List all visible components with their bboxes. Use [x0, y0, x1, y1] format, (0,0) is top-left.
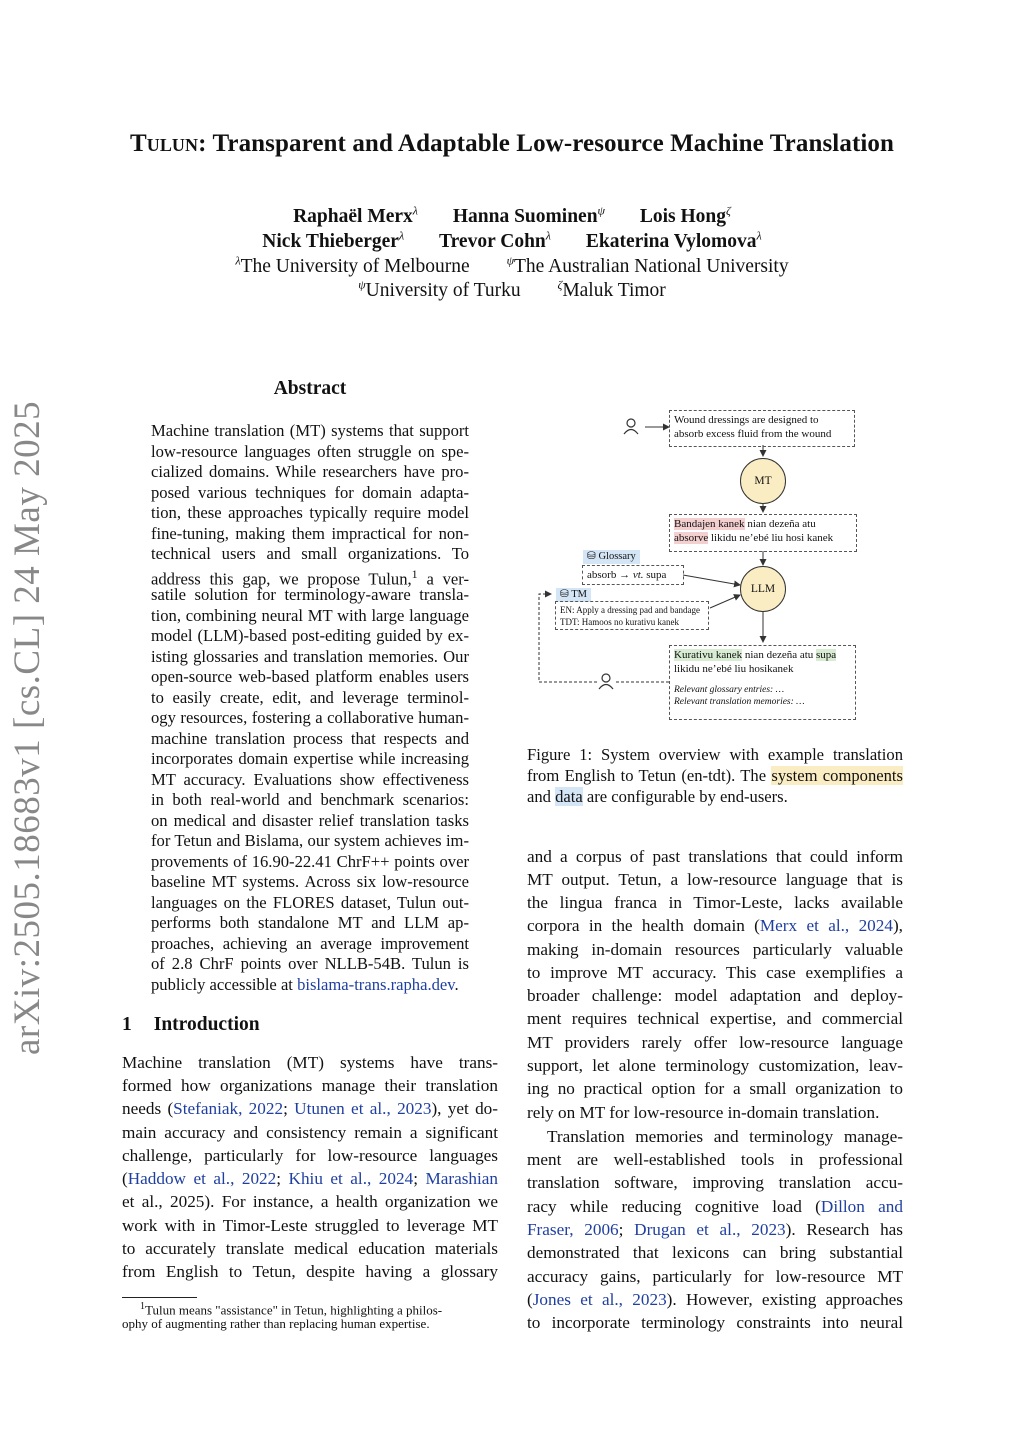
- project-url-link[interactable]: bislama-trans.rapha.dev: [297, 975, 455, 994]
- abstract-line: languages on the FLORES dataset, Tulun out-: [151, 893, 469, 912]
- body-line: to accurately translate medical education materials: [122, 1239, 498, 1258]
- body-line: making in-domain resources particularly valuable: [527, 940, 903, 959]
- caption-text: from English to Tetun (en-tdt). The: [527, 766, 772, 785]
- final-output-text: nian dezeña atu: [742, 649, 817, 661]
- citation-link[interactable]: Jones et al., 2023: [532, 1290, 667, 1309]
- affiliation: [235, 253, 470, 277]
- affiliation: [506, 253, 789, 277]
- author-row-2: [0, 228, 1024, 253]
- abstract-heading: Abstract: [273, 378, 347, 399]
- mt-component: MT: [740, 458, 786, 504]
- affiliation-row-2: [0, 277, 1024, 302]
- affiliation-row-1: [0, 253, 1024, 278]
- tm-label: TM: [571, 589, 587, 600]
- body-line: ment are well-established tools in professional: [527, 1150, 903, 1169]
- affiliation-name: University of Turku: [365, 279, 521, 301]
- abstract-line: to easily create, edit, and leverage terminol-: [151, 688, 469, 707]
- abstract-line: proaches, achieving an average improvement: [151, 934, 469, 953]
- body-line: translation software, improving translation accu-: [527, 1173, 903, 1192]
- mt-output-line: [674, 531, 852, 545]
- system-name: Tulun: [129, 130, 199, 157]
- affiliation-mark: ψ: [506, 253, 515, 267]
- body-line: the lingua franca in Timor-Leste, lacks available: [527, 893, 903, 912]
- abstract-line: satile solution for terminology-aware transla-: [151, 585, 469, 604]
- arxiv-stamp: arXiv:2505.18683v1 [cs.CL] 24 May 2025: [7, 400, 48, 1055]
- final-output-line: [674, 648, 851, 662]
- citation-link[interactable]: Marashian: [425, 1169, 499, 1188]
- body-line: ment requires technical expertise, and commercial: [527, 1009, 903, 1028]
- mistranslated-term: absorve: [674, 532, 709, 544]
- caption-highlight-data: data: [555, 787, 583, 806]
- glossary-label: Glossary: [598, 551, 636, 562]
- body-line: to improve MT accuracy. This case exemplifies a: [527, 963, 903, 982]
- abstract-line: model (LLM)-based post-editing guided by ex-: [151, 626, 469, 645]
- footnote-mark[interactable]: 1: [411, 567, 418, 581]
- body-line: MT providers rarely offer low-resource language: [527, 1033, 903, 1052]
- citation-link[interactable]: Haddow et al., 2022: [127, 1169, 277, 1188]
- corrected-term: Kurativu kanek: [674, 649, 743, 661]
- glossary-tag: [583, 550, 640, 564]
- body-line: (Haddow et al., 2022; Khiu et al., 2024; Marashian: [122, 1169, 499, 1188]
- abstract-line: of 2.8 ChrF points over NLLB-54B. Tulun is: [151, 954, 469, 973]
- citation-link[interactable]: Khiu et al., 2024: [288, 1169, 414, 1188]
- abstract-line: on medical and disaster relief translation tasks: [151, 811, 469, 830]
- body-line: formed how organizations manage their translation: [122, 1076, 498, 1095]
- affiliation-mark: λ: [398, 228, 405, 242]
- abstract-line: fine-tuning, making them impractical for non-: [151, 524, 469, 543]
- tm-entry-line: TDT: Hamoos no kurativu kanek: [560, 617, 680, 627]
- citation-link[interactable]: Drugan et al., 2023: [634, 1220, 786, 1239]
- abstract-line: for Tetun and Bislama, our system achieves im-: [151, 831, 469, 850]
- author-name: Hanna Suominen: [452, 205, 598, 227]
- author-name: Ekaterina Vylomova: [585, 230, 757, 252]
- body-text: (: [122, 1169, 128, 1188]
- database-icon: ⛁: [587, 551, 596, 562]
- user-icon: [599, 674, 613, 689]
- abstract-line: tion, combining neural MT with large language: [151, 606, 469, 625]
- abstract-line: posed various techniques for domain adapta-: [151, 483, 469, 502]
- affiliation-mark: ψ: [358, 277, 366, 291]
- title-rest: : Transparent and Adaptable Low-resource Machine Translation: [198, 130, 895, 157]
- abstract-line-text: publicly accessible at: [151, 975, 298, 994]
- body-text: needs (: [122, 1099, 174, 1118]
- body-line: demonstrated that lexicons can bring substantial: [527, 1243, 903, 1262]
- affiliation: [557, 277, 666, 301]
- abstract-line: [151, 974, 469, 995]
- body-text: ), yet do-: [431, 1099, 498, 1118]
- body-line: [527, 1195, 903, 1219]
- glossary-entry-text: absorb →: [587, 569, 633, 581]
- source-text-line: absorb excess fluid from the wound: [674, 428, 832, 440]
- affiliation-mark: λ: [545, 228, 551, 242]
- affiliation-name: Maluk Timor: [562, 279, 666, 301]
- author-name: Trevor Cohn: [439, 230, 546, 252]
- caption-text: are configurable by end-users.: [582, 787, 788, 806]
- abstract-line: isting glossaries and translation memories. Our: [151, 647, 469, 666]
- body-line: main accuracy and consistency remain a significant: [122, 1123, 498, 1142]
- body-text: corpora in the health domain (: [527, 916, 760, 935]
- abstract-line-text: .: [454, 975, 459, 994]
- source-text-line: Wound dressings are designed to: [674, 414, 819, 426]
- abstract-line: in both real-world and benchmark scenarios:: [151, 790, 469, 809]
- author: [585, 228, 762, 252]
- body-line: ing no practical option for a small organization to: [527, 1079, 903, 1098]
- affiliation: [358, 277, 521, 301]
- body-line: Machine translation (MT) systems have trans-: [122, 1053, 498, 1072]
- section-number: 1: [122, 1014, 132, 1035]
- body-line: broader challenge: model adaptation and deploy-: [527, 986, 903, 1005]
- affiliation-mark: λ: [756, 228, 762, 242]
- body-text: ). However, existing approaches: [666, 1290, 903, 1309]
- abstract-line: tion, these approaches typically require model: [151, 503, 469, 522]
- citation-link[interactable]: Dillon and: [820, 1197, 903, 1216]
- body-line: Translation memories and terminology manage-: [547, 1127, 903, 1146]
- citation-link[interactable]: Utunen et al., 2023: [294, 1099, 432, 1118]
- author-row-1: [0, 203, 1024, 228]
- body-line: MT output. Tetun, a low-resource language that is: [527, 870, 903, 889]
- final-output-line: likidu ne’ebé liu hosikanek: [674, 663, 794, 675]
- caption-text: and: [527, 787, 556, 806]
- body-line: Fraser, 2006; Drugan et al., 2023). Research has: [527, 1220, 903, 1239]
- body-line: needs (Stefaniak, 2022; Utunen et al., 2023), yet do-: [122, 1099, 498, 1118]
- abstract-line: ogy resources, fostering a collaborative human-: [151, 708, 469, 727]
- spacer: [674, 676, 851, 684]
- tm-tag: [556, 588, 591, 602]
- mt-output-text: likidu ne’ebé liu hosi kanek: [708, 532, 834, 544]
- relevant-glossary-line: Relevant glossary entries: …: [674, 685, 785, 695]
- abstract-line: technical users and small organizations. To: [151, 544, 469, 563]
- author-name: Lois Hong: [639, 205, 727, 227]
- abstract-line: MT accuracy. Evaluations show effectiveness: [151, 770, 469, 789]
- paper-title: [0, 130, 1024, 158]
- affiliation-mark: ψ: [597, 203, 605, 217]
- source-text-box: [669, 410, 855, 447]
- author: [262, 228, 405, 252]
- abstract-line-text: a ver-: [417, 569, 469, 589]
- body-line: from English to Tetun, despite having a glossary: [122, 1262, 498, 1281]
- author: [452, 203, 605, 227]
- tm-entry-line: EN: Apply a dressing pad and bandage: [560, 605, 700, 615]
- author: [439, 228, 551, 252]
- llm-component: LLM: [740, 566, 786, 612]
- section-heading-introduction: [122, 1014, 260, 1036]
- abstract-line: provements of 16.90-22.41 ChrF++ points over: [151, 852, 469, 871]
- body-line: accuracy gains, particularly for low-resource MT: [527, 1267, 903, 1286]
- citation-link[interactable]: Merx et al., 2024: [759, 916, 893, 935]
- body-line: et al., 2025). For instance, a health organization we: [122, 1192, 498, 1211]
- body-line: challenge, particularly for low-resource languages: [122, 1146, 498, 1165]
- footnote-line: ophy of augmenting rather than replacing human expertise.: [122, 1316, 430, 1331]
- body-line: and a corpus of past translations that could inform: [527, 847, 903, 866]
- corrected-term: supa: [816, 649, 837, 661]
- tm-entry-box: [555, 601, 709, 630]
- author-name: Nick Thieberger: [262, 230, 399, 252]
- glossary-entry-text: supa: [643, 569, 667, 581]
- body-line: support, let alone terminology customization, leav-: [527, 1056, 903, 1075]
- abstract-line: machine translation process that respects and: [151, 729, 469, 748]
- abstract-line: [151, 564, 469, 589]
- abstract-line: Machine translation (MT) systems that support: [151, 421, 469, 440]
- affiliation-mark: λ: [235, 253, 241, 267]
- caption-line: [527, 786, 903, 807]
- body-line: to incorporate terminology constraints into neural: [527, 1313, 903, 1332]
- body-text: racy while reducing cognitive load (: [527, 1197, 821, 1216]
- affiliation-name: The Australian National University: [514, 255, 789, 277]
- affiliation-mark: ζ: [726, 203, 731, 217]
- affiliation-mark: λ: [412, 203, 418, 217]
- citation-link[interactable]: Stefaniak, 2022: [173, 1099, 284, 1118]
- abstract-line: low-resource languages often struggle on spe-: [151, 442, 469, 461]
- abstract-line: cialized domains. While researchers have pro-: [151, 462, 469, 481]
- author-name: Raphaël Merx: [293, 205, 413, 227]
- author: [293, 203, 418, 227]
- citation-link[interactable]: Fraser, 2006: [527, 1220, 619, 1239]
- arrow: [683, 575, 740, 585]
- author: [639, 203, 731, 227]
- abstract-line-text: address this gap, we propose Tulun,: [151, 569, 412, 589]
- arrow: [710, 595, 740, 608]
- body-line: [527, 1288, 903, 1312]
- abstract-line: performs both standalone MT and LLM ap-: [151, 913, 469, 932]
- database-icon: ⛁: [560, 589, 569, 600]
- body-line: work with in Timor-Leste struggled to leverage MT: [122, 1216, 498, 1235]
- body-text: ). Research has: [785, 1220, 903, 1239]
- body-line: [527, 914, 903, 938]
- glossary-entry-box: [582, 565, 684, 585]
- footnote-mark: 1: [140, 1301, 145, 1312]
- affiliation-name: The University of Melbourne: [240, 255, 470, 277]
- section-title: Introduction: [153, 1014, 260, 1035]
- abstract-line: incorporates domain expertise while increasing: [151, 749, 469, 768]
- caption-line: [527, 765, 903, 786]
- mistranslated-term: Bandajen kanek: [674, 518, 745, 530]
- caption-line: Figure 1: System overview with example translation: [527, 745, 903, 764]
- caption-highlight-system: system components: [771, 766, 903, 785]
- final-output-box: [669, 645, 856, 720]
- mt-output-text: nian dezeña atu: [744, 518, 816, 530]
- body-line: rely on MT for low-resource in-domain translation.: [527, 1103, 880, 1122]
- mt-output-box: [669, 514, 857, 552]
- relevant-tm-line: Relevant translation memories: …: [674, 697, 805, 707]
- abstract-line: baseline MT systems. Across six low-resource: [151, 872, 469, 891]
- user-icon: [624, 419, 638, 434]
- affiliation-mark: ζ: [557, 277, 563, 291]
- abstract-line: open-source web-based platform enables users: [151, 667, 469, 686]
- body-text: ),: [892, 916, 903, 935]
- footnote-text: Tulun means "assistance" in Tetun, highlighting a philos-: [145, 1302, 443, 1318]
- glossary-entry-pos: vt.: [632, 569, 644, 581]
- body-text: (: [527, 1290, 533, 1309]
- mt-output-line: [674, 517, 852, 531]
